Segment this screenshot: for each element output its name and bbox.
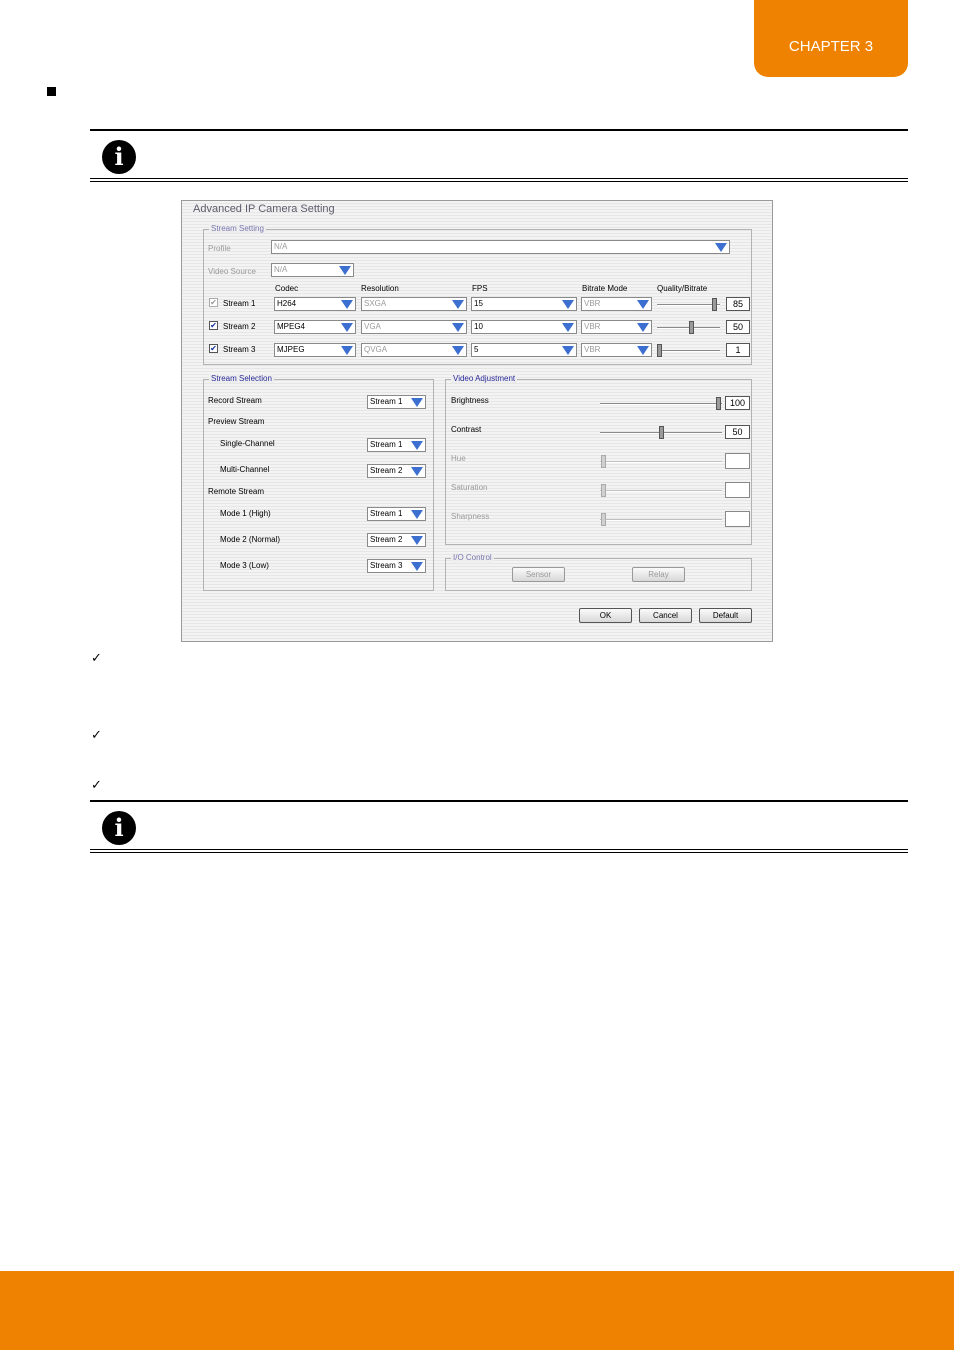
multi-channel-value: Stream 2 xyxy=(370,466,403,475)
mode-1-select[interactable] xyxy=(367,507,426,521)
video-adjustment-legend: Video Adjustment xyxy=(453,374,516,383)
stream-1-fps-select[interactable] xyxy=(471,297,577,311)
stream-2-quality-value[interactable]: 50 xyxy=(726,320,750,334)
checkmark-1: ✓ xyxy=(91,651,102,666)
codec-header: Codec xyxy=(275,284,299,293)
default-button[interactable]: Default xyxy=(699,608,752,623)
advanced-ip-camera-dialog xyxy=(181,200,773,642)
relay-button[interactable]: Relay xyxy=(632,567,685,582)
chevron-down-icon xyxy=(637,323,649,332)
preview-stream-label: Preview Stream xyxy=(208,417,265,426)
stream-2-bitrate-mode: VBR xyxy=(584,322,601,331)
saturation-track[interactable] xyxy=(600,490,722,492)
io-control-group xyxy=(445,553,752,591)
stream-3-codec-select[interactable] xyxy=(274,343,356,357)
stream-2-codec: MPEG4 xyxy=(277,322,306,331)
hue-label: Hue xyxy=(451,454,466,463)
stream-3-codec: MJPEG xyxy=(277,345,305,354)
video-source-label: Video Source xyxy=(208,267,256,276)
hue-track[interactable] xyxy=(600,461,722,463)
sharpness-track[interactable] xyxy=(600,519,722,521)
chevron-down-icon xyxy=(411,398,423,407)
stream-2-label: Stream 2 xyxy=(223,322,256,331)
brightness-value[interactable]: 100 xyxy=(725,396,750,410)
stream-3-fps-select[interactable] xyxy=(471,343,577,357)
checkmark-3: ✓ xyxy=(91,778,102,793)
quality-header: Quality/Bitrate xyxy=(657,284,708,293)
stream-2-checkbox[interactable]: ✔ xyxy=(210,321,217,330)
single-channel-label: Single-Channel xyxy=(220,439,275,448)
stream-2-bitrate-select[interactable] xyxy=(581,320,652,334)
single-channel-value: Stream 1 xyxy=(370,440,403,449)
multi-channel-label: Multi-Channel xyxy=(220,465,270,474)
chevron-down-icon xyxy=(637,346,649,355)
mode-2-label: Mode 2 (Normal) xyxy=(220,535,281,544)
sharpness-value[interactable] xyxy=(725,511,750,527)
info-icon: i xyxy=(102,140,136,174)
chevron-down-icon xyxy=(411,510,423,519)
video-source-value: N/A xyxy=(274,265,288,274)
stream-1-checkbox[interactable]: ✔ xyxy=(210,298,217,307)
chevron-down-icon xyxy=(341,346,353,355)
profile-label: Profile xyxy=(208,244,231,253)
stream-1-label: Stream 1 xyxy=(223,299,256,308)
stream-selection-legend: Stream Selection xyxy=(211,374,272,383)
mode-3-value: Stream 3 xyxy=(370,561,403,570)
record-stream-label: Record Stream xyxy=(208,396,262,405)
stream-3-quality-thumb[interactable] xyxy=(657,344,662,357)
footer-bar xyxy=(0,1271,954,1350)
stream-3-fps: 5 xyxy=(474,345,479,354)
mode-1-label: Mode 1 (High) xyxy=(220,509,271,518)
contrast-label: Contrast xyxy=(451,425,482,434)
stream-setting-legend: Stream Setting xyxy=(211,224,264,233)
note-box-top xyxy=(90,129,908,182)
io-control-legend: I/O Control xyxy=(453,553,492,562)
stream-1-quality-thumb[interactable] xyxy=(712,298,717,311)
stream-1-codec: H264 xyxy=(277,299,297,308)
hue-thumb[interactable] xyxy=(601,455,606,468)
sensor-button[interactable]: Sensor xyxy=(512,567,565,582)
stream-2-quality-thumb[interactable] xyxy=(689,321,694,334)
stream-1-quality-track[interactable] xyxy=(657,304,720,306)
stream-3-checkbox[interactable]: ✔ xyxy=(210,344,217,353)
stream-2-resolution: VGA xyxy=(364,322,381,331)
resolution-header: Resolution xyxy=(361,284,399,293)
record-stream-select[interactable] xyxy=(367,395,426,409)
remote-stream-label: Remote Stream xyxy=(208,487,265,496)
profile-value: N/A xyxy=(274,242,288,251)
chevron-down-icon xyxy=(452,346,464,355)
stream-2-fps-select[interactable] xyxy=(471,320,577,334)
chevron-down-icon xyxy=(341,323,353,332)
record-stream-value: Stream 1 xyxy=(370,397,403,406)
fps-header: FPS xyxy=(472,284,488,293)
cancel-button[interactable]: Cancel xyxy=(639,608,692,623)
mode-2-select[interactable] xyxy=(367,533,426,547)
video-source-select[interactable] xyxy=(271,263,354,277)
mode-3-label: Mode 3 (Low) xyxy=(220,561,269,570)
chevron-down-icon xyxy=(411,536,423,545)
stream-1-fps: 15 xyxy=(474,299,483,308)
brightness-label: Brightness xyxy=(451,396,489,405)
saturation-value[interactable] xyxy=(725,482,750,498)
saturation-thumb[interactable] xyxy=(601,484,606,497)
chevron-down-icon xyxy=(562,323,574,332)
sharpness-label: Sharpness xyxy=(451,512,490,521)
mode-1-value: Stream 1 xyxy=(370,509,403,518)
brightness-track[interactable] xyxy=(600,403,722,405)
contrast-thumb[interactable] xyxy=(659,426,664,439)
chapter-tab xyxy=(754,0,908,77)
chevron-down-icon xyxy=(715,243,727,252)
mode-2-value: Stream 2 xyxy=(370,535,403,544)
stream-1-bitrate-mode: VBR xyxy=(584,299,601,308)
single-channel-select[interactable] xyxy=(367,438,426,452)
stream-3-resolution: QVGA xyxy=(364,345,388,354)
stream-3-bitrate-mode: VBR xyxy=(584,345,601,354)
stream-3-resolution-select[interactable] xyxy=(361,343,467,357)
chevron-down-icon xyxy=(341,300,353,309)
brightness-thumb[interactable] xyxy=(716,397,721,410)
chevron-down-icon xyxy=(411,562,423,571)
bitrate-mode-header: Bitrate Mode xyxy=(582,284,628,293)
profile-select[interactable] xyxy=(271,240,730,254)
chevron-down-icon xyxy=(411,467,423,476)
chevron-down-icon xyxy=(411,441,423,450)
chevron-down-icon xyxy=(452,323,464,332)
section-bullet xyxy=(47,87,56,96)
mode-3-select[interactable] xyxy=(367,559,426,573)
stream-3-bitrate-select[interactable] xyxy=(581,343,652,357)
stream-3-quality-value[interactable]: 1 xyxy=(726,343,750,357)
multi-channel-select[interactable] xyxy=(367,464,426,478)
checkmark-2: ✓ xyxy=(91,728,102,743)
sharpness-thumb[interactable] xyxy=(601,513,606,526)
stream-1-quality-value[interactable]: 85 xyxy=(726,297,750,311)
stream-2-codec-select[interactable] xyxy=(274,320,356,334)
chevron-down-icon xyxy=(339,266,351,275)
chevron-down-icon xyxy=(637,300,649,309)
chapter-label: CHAPTER 3 xyxy=(788,38,874,55)
contrast-value[interactable]: 50 xyxy=(725,425,750,439)
stream-1-codec-select[interactable] xyxy=(274,297,356,311)
note-box-bottom xyxy=(90,800,908,853)
chevron-down-icon xyxy=(452,300,464,309)
stream-1-bitrate-select[interactable] xyxy=(581,297,652,311)
stream-3-label: Stream 3 xyxy=(223,345,256,354)
stream-1-resolution-select[interactable] xyxy=(361,297,467,311)
info-icon: i xyxy=(102,811,136,845)
chevron-down-icon xyxy=(562,346,574,355)
ok-button[interactable]: OK xyxy=(579,608,632,623)
saturation-label: Saturation xyxy=(451,483,488,492)
stream-2-fps: 10 xyxy=(474,322,483,331)
chevron-down-icon xyxy=(562,300,574,309)
stream-3-quality-track[interactable] xyxy=(657,350,720,352)
dialog-title: Advanced IP Camera Setting xyxy=(193,203,335,215)
stream-2-resolution-select[interactable] xyxy=(361,320,467,334)
hue-value[interactable] xyxy=(725,453,750,469)
stream-1-resolution: SXGA xyxy=(364,299,387,308)
